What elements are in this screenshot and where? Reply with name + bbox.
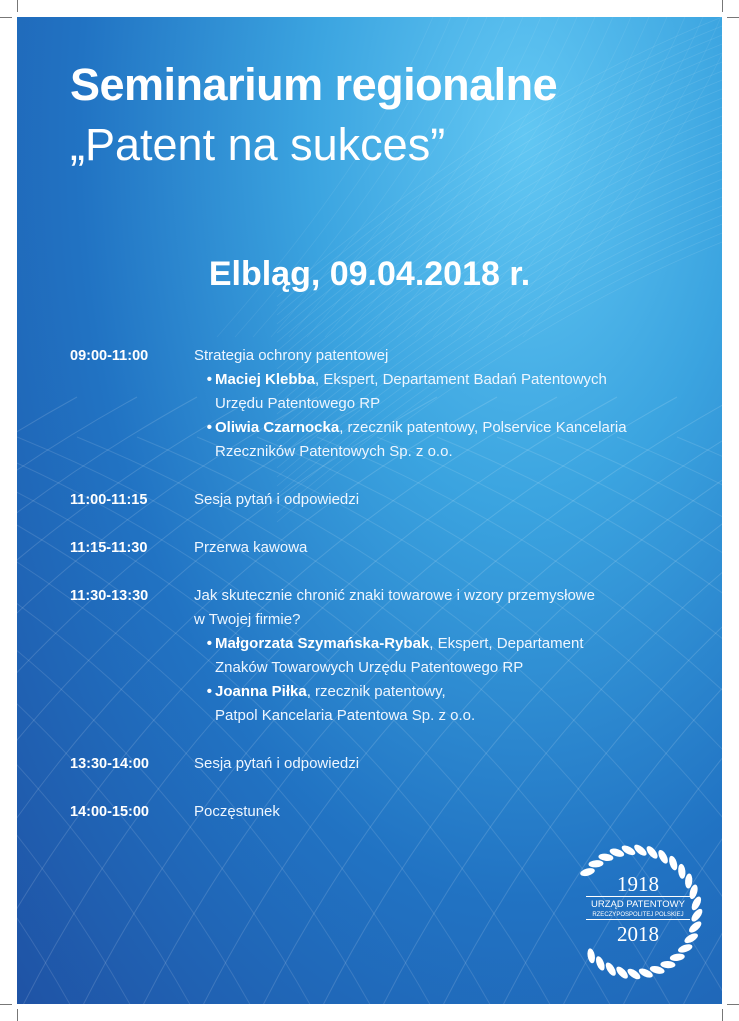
slot-description <box>194 488 714 512</box>
slot-time: 09:00-11:00 <box>70 348 149 364</box>
crop-mark <box>0 17 12 18</box>
logo-year-bottom: 2018 <box>617 922 659 946</box>
speaker-role-continued: Urzędu Patentowego RP <box>215 395 381 412</box>
patent-office-centenary-logo <box>560 837 710 987</box>
slot-time: 11:30-13:30 <box>70 588 149 604</box>
logo-year-top: 1918 <box>617 872 659 896</box>
speaker <box>194 368 714 392</box>
title-line-1: Seminarium regionalne <box>70 59 558 110</box>
event-place-date: Elbląg, 09.04.2018 r. <box>208 255 531 293</box>
slot-description <box>194 800 714 824</box>
speaker-role: , Ekspert, Departament Badań Patentowych <box>315 371 607 388</box>
crop-mark <box>722 1009 723 1021</box>
slot-description <box>194 752 714 776</box>
slot-description <box>194 344 714 464</box>
slot-time: 11:15-11:30 <box>70 540 148 556</box>
slot-description <box>194 536 714 560</box>
logo-name-line-2: RZECZYPOSPOLITEJ POLSKIEJ <box>592 912 684 918</box>
speaker-continued <box>194 656 714 680</box>
speaker <box>194 680 714 704</box>
speaker-continued <box>194 392 714 416</box>
slot-time: 13:30-14:00 <box>70 756 149 772</box>
speaker <box>194 416 714 440</box>
speaker-role: , rzecznik patentowy, <box>306 683 446 700</box>
bullet-icon: • <box>206 371 212 388</box>
speaker-continued <box>194 440 714 464</box>
speaker-name: Małgorzata Szymańska-Rybak <box>215 635 430 652</box>
slot-title-continued: w Twojej firmie? <box>194 611 301 628</box>
bullet-icon: • <box>206 419 212 436</box>
crop-mark <box>727 17 739 18</box>
speaker-name: Oliwia Czarnocka <box>215 419 340 436</box>
speaker-role-continued: Patpol Kancelaria Patentowa Sp. z o.o. <box>215 707 476 724</box>
speaker-role-continued: Rzeczników Patentowych Sp. z o.o. <box>215 443 453 460</box>
crop-mark <box>727 1004 739 1005</box>
slot-time: 11:00-11:15 <box>70 492 148 508</box>
speaker-role: , rzecznik patentowy, Polservice Kancelaria <box>339 419 627 436</box>
logo-name-line-1: URZĄD PATENTOWY <box>591 899 685 910</box>
slot-title: Przerwa kawowa <box>194 539 308 556</box>
slot-title: Sesja pytań i odpowiedzi <box>194 755 360 772</box>
speaker-name: Joanna Piłka <box>215 683 307 700</box>
bullet-icon: • <box>206 683 212 700</box>
slot-description <box>194 584 714 728</box>
slot-title: Strategia ochrony patentowej <box>194 347 389 364</box>
speaker-continued <box>194 704 714 728</box>
slot-time: 14:00-15:00 <box>70 804 149 820</box>
poster <box>17 17 722 1004</box>
speaker <box>194 632 714 656</box>
slot-title: Jak skutecznie chronić znaki towarowe i wzory przemysłowe <box>194 587 595 604</box>
speaker-role: , Ekspert, Departament <box>429 635 584 652</box>
slot-title: Sesja pytań i odpowiedzi <box>194 491 360 508</box>
speaker-name: Maciej Klebba <box>215 371 316 388</box>
crop-mark <box>17 0 18 12</box>
bullet-icon: • <box>206 635 212 652</box>
speaker-role-continued: Znaków Towarowych Urzędu Patentowego RP <box>215 659 524 676</box>
crop-mark <box>0 1004 12 1005</box>
crop-mark <box>17 1009 18 1021</box>
slot-title: Poczęstunek <box>194 803 280 820</box>
title-line-2: „Patent na sukces” <box>70 119 446 170</box>
crop-mark <box>722 0 723 12</box>
